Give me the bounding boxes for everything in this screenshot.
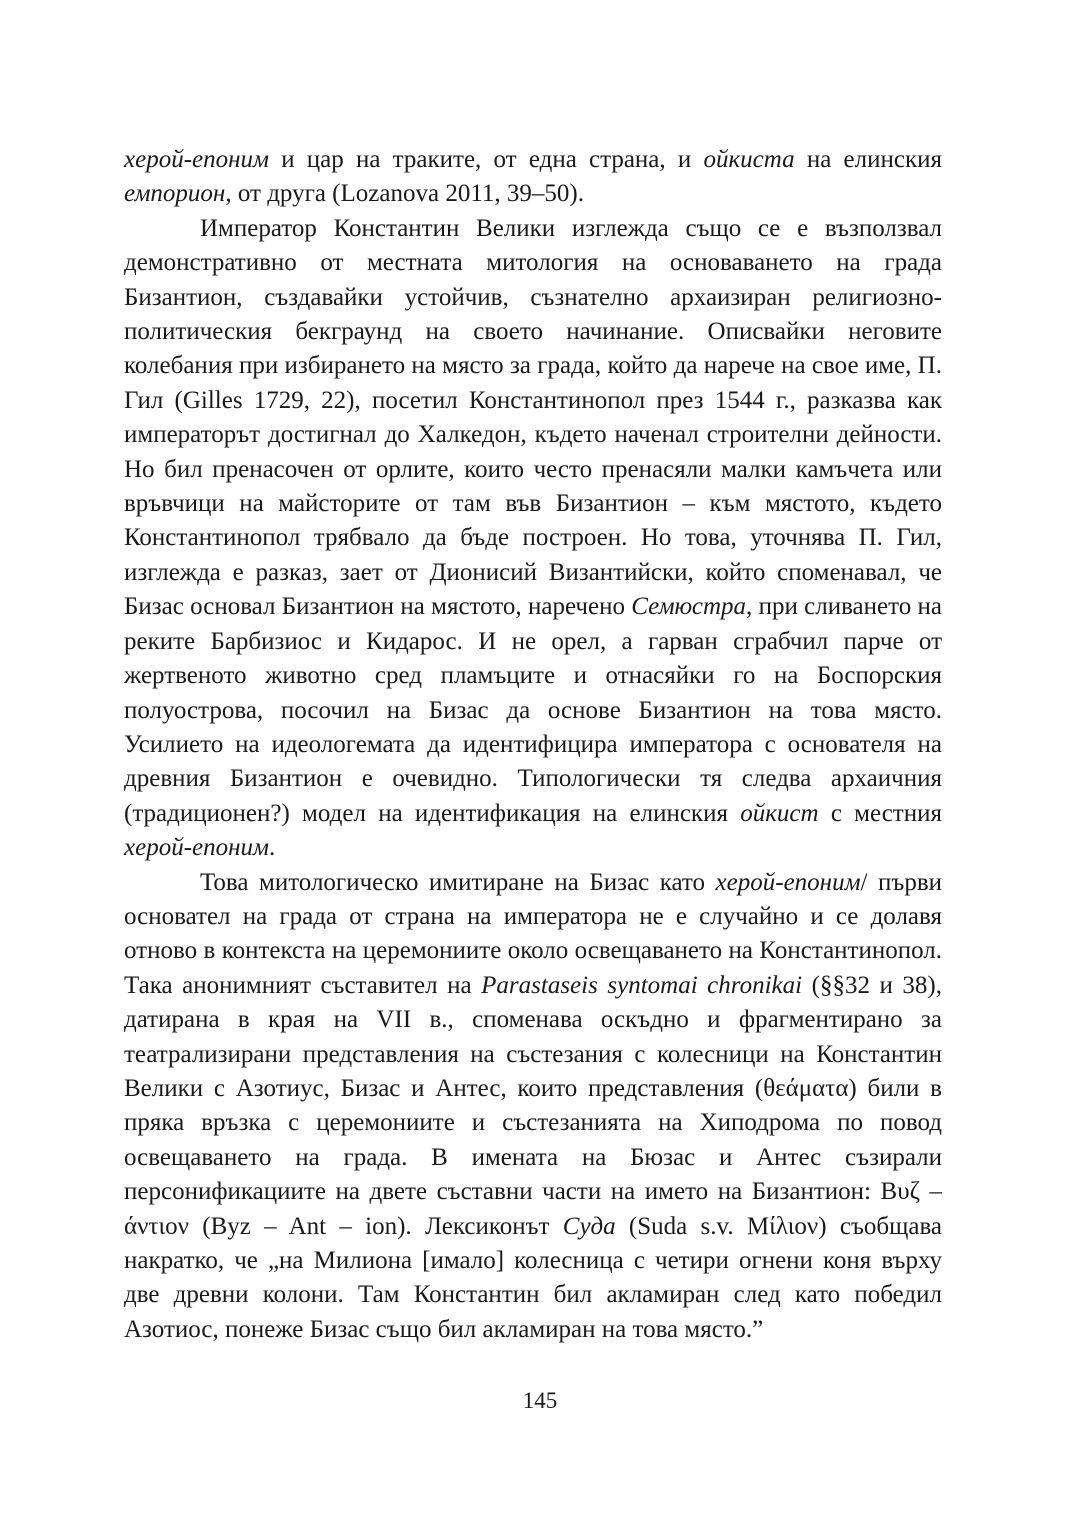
paragraph-continuation bbox=[124, 143, 942, 212]
page-number: 145 bbox=[522, 1388, 558, 1413]
text-run: , от друга (Lozanova 2011, 39–50). bbox=[225, 180, 584, 208]
italic-term: ойкист bbox=[740, 799, 819, 827]
italic-term: херой-епоним bbox=[124, 146, 269, 173]
italic-term: Parastaseis syntomai chronikai bbox=[481, 971, 803, 999]
italic-term: Суда bbox=[562, 1212, 616, 1240]
italic-term: херой-епоним bbox=[715, 868, 861, 896]
italic-term: херой-епоним bbox=[124, 834, 269, 862]
italic-term: емпорион bbox=[124, 180, 226, 208]
text-run: на елинския bbox=[794, 146, 942, 173]
text-run: (§§32 и 38), датирана в края на VII в., споменава оскъдно и фрагментирано за театрализирани представления на състезания с колесници на Константин Велики с Азотиус, Бизас и Антес, които представления (θεάματα) били в пряка връзка с церемониите и състезанията на Хиподрома по повод освещаването на града. В имената на Бюзас и Антес съзирали персонификациите на двете съставни части на името на Бизантион: Βυζ – άντιον (Byz – Ant – ion). Лексиконът bbox=[124, 971, 942, 1240]
text-run: , при сливането на реките Барбизиос и Кидарос. И не орел, а гарван сграбчил парче от жертвеното животно сред пламъците и отнасяйки го на Боспорския полуострова, посочил на Бизас да основе Бизантион на това място. Усилието на идеологемата да идентифицира императора с основателя на древния Бизантион е очевидно. Типологически тя следва архаичния (традиционен?) модел на идентификация на елинския bbox=[124, 593, 943, 827]
italic-term: ойкиста bbox=[703, 146, 795, 173]
body-text bbox=[124, 143, 942, 1347]
paragraph-byzas-imitation bbox=[124, 866, 942, 1348]
text-run: Това митологическо имитиране на Бизас като bbox=[200, 868, 716, 896]
text-run: . bbox=[268, 834, 276, 862]
paragraph-constantine-founding bbox=[124, 212, 942, 866]
text-run: Император Константин Велики изглежда също се е възползвал демонстративно от местната митология на основаването на града Бизантион, създавайки устойчив, съзнателно архаизиран религиозно-политическия бекграунд на своето начинание. Описвайки неговите колебания при избирането на място за града, който да нарече на свое име, П. Гил (Gilles 1729, 22), посетил Константинопол през 1544 г., разказва как императорът достигнал до Халкедон, където наченал строителни дейности. Но бил пренасочен от орлите, които често пренасяли малки камъчета или връвчици на майсторите от там във Бизантион – към мястото, където Константинопол трябвало да бъде построен. Но това, уточнява П. Гил, изглежда е разказ, заeт от Дионисий Византийски, който споменавал, че Бизас основал Бизантион на мястото, наречено bbox=[124, 214, 942, 621]
text-run: и цар на траките, от една страна, и bbox=[268, 146, 704, 173]
text-run: (Suda s.v. Μίλιον) съобщава накратко, че „на Милиона [имало] колесница с четири огнени коня върху две древни колони. Там Константин бил акламиран след като победил Азотиос, понеже Бизас също бил акламиран на това място.” bbox=[124, 1212, 943, 1343]
text-run: с местния bbox=[818, 799, 942, 827]
text-run: / първи основател на града от страна на императора не е случайно и се долавя отново в контекста на церемониите около освещаването на Константинопол. Така анонимният съставител на bbox=[124, 868, 942, 999]
italic-term: Семюстра bbox=[631, 593, 747, 621]
